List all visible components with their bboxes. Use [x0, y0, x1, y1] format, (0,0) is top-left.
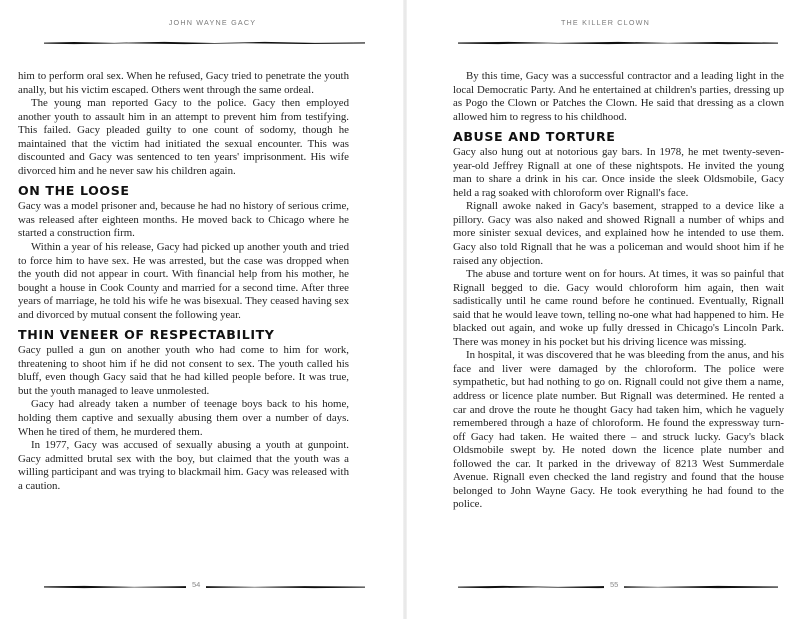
decorative-rule — [44, 40, 365, 45]
section-heading: THIN VENEER OF RESPECTABILITY — [18, 327, 275, 343]
section-heading: ON THE LOOSE — [18, 183, 130, 199]
body-text — [18, 70, 349, 493]
paragraph: him to perform oral sex. When he refused, Gacy tried to penetrate the youth anally, but his victim escaped. Others went through the same ordeal. — [18, 70, 349, 96]
running-head: THE KILLER CLOWN — [560, 18, 651, 27]
paragraph: The abuse and torture went on for hours. At times, it was so painful that Rignall begged to die. Gacy would chloroform him again, then wait sadistically until he came round before he continued. Eventually, Rignall said that he would leave town, telling no-one what had happened to him. He blacked out again, and woke up fully dressed in Chicago's Lincoln Park. There was money in his pocket but his driving licence was missing. — [453, 268, 784, 348]
paragraph: By this time, Gacy was a successful contractor and a leading light in the local Democratic Party. And he entertained at children's parties, dressing up as Pogo the Clown or Patches the Clown. He said that dressing as a clown allowed him to regress to his childhood. — [453, 70, 784, 123]
decorative-rule — [458, 40, 778, 45]
paragraph: Rignall awoke naked in Gacy's basement, strapped to a device like a pillory. Gacy was also naked and showed Rignall a number of whips and more sinister sexual devices, and explained how he intended to use them. Gacy also told Rignall that he was a policeman and would shoot him if he raised any objection. — [453, 200, 784, 267]
page-number: 54 — [186, 580, 206, 589]
section-heading: ABUSE AND TORTURE — [453, 129, 616, 145]
page-number: 55 — [604, 580, 624, 589]
paragraph: In 1977, Gacy was accused of sexually abusing a youth at gunpoint. Gacy admitted brutal sex with the boy, but claimed that the youth was a willing participant and was trying to blackmail him. Gacy was released with a caution. — [18, 439, 349, 492]
right-page — [405, 0, 810, 619]
running-head: JOHN WAYNE GACY — [168, 18, 257, 27]
paragraph: Gacy pulled a gun on another youth who had come to him for work, threatening to shoot him if he did not consent to sex. The youth called his bluff, even though Gacy said that he had killed people before. It was true, but the youth managed to leave unmolested. — [18, 344, 349, 397]
paragraph: In hospital, it was discovered that he was bleeding from the anus, and his face and liver were damaged by the chloroform. The police were sympathetic, but had nothing to go on. Rignall could not give them a name, address or licence plate number. But Rignall was determined. He rented a car and drove the route he thought Gacy had taken him, which he vaguely remembered through a haze of chloroform. He found the expressway turn-off Gacy had taken. He waited there – and struck lucky. Gacy's black Oldsmobile swept by. He noted down the licence plate number and followed the car. It parked in the driveway of 8213 West Summerdale Avenue. Rignall even checked the land registry and found that the house belonged to John Wayne Gacy. He took everything he had found to the police. — [453, 349, 784, 511]
paragraph: Within a year of his release, Gacy had picked up another youth and tried to force him to have sex. He was arrested, but the case was dropped when the youth did not appear in court. With financial help from his mother, he bought a house in Cook County and married for a second time. After three years of marriage, he told his wife he was bisexual. They ceased having sex and divorced by mutual consent the following year. — [18, 241, 349, 321]
body-text — [453, 70, 784, 512]
paragraph: The young man reported Gacy to the police. Gacy then employed another youth to assault him in an attempt to prevent him from testifying. This failed. Gacy pleaded guilty to one count of sodomy, though he maintained that the victim had initiated the sexual encounter. This was discounted and Gacy was sentenced to ten years' imprisonment. His wife divorced him and he never saw his children again. — [18, 97, 349, 177]
paragraph: Gacy also hung out at notorious gay bars. In 1978, he met twenty-seven-year-old Jeffrey Rignall at one of these nightspots. He invited the young man to share a drink in his car. Once inside the sleek Oldsmobile, Gacy held a rag soaked with chloroform over Rignall's face. — [453, 146, 784, 199]
paragraph: Gacy had already taken a number of teenage boys back to his home, holding them captive and sexually abusing them over a number of days. When he tired of them, he murdered them. — [18, 398, 349, 438]
paragraph: Gacy was a model prisoner and, because he had no history of serious crime, was released after eighteen months. He moved back to Chicago where he started a construction firm. — [18, 200, 349, 240]
